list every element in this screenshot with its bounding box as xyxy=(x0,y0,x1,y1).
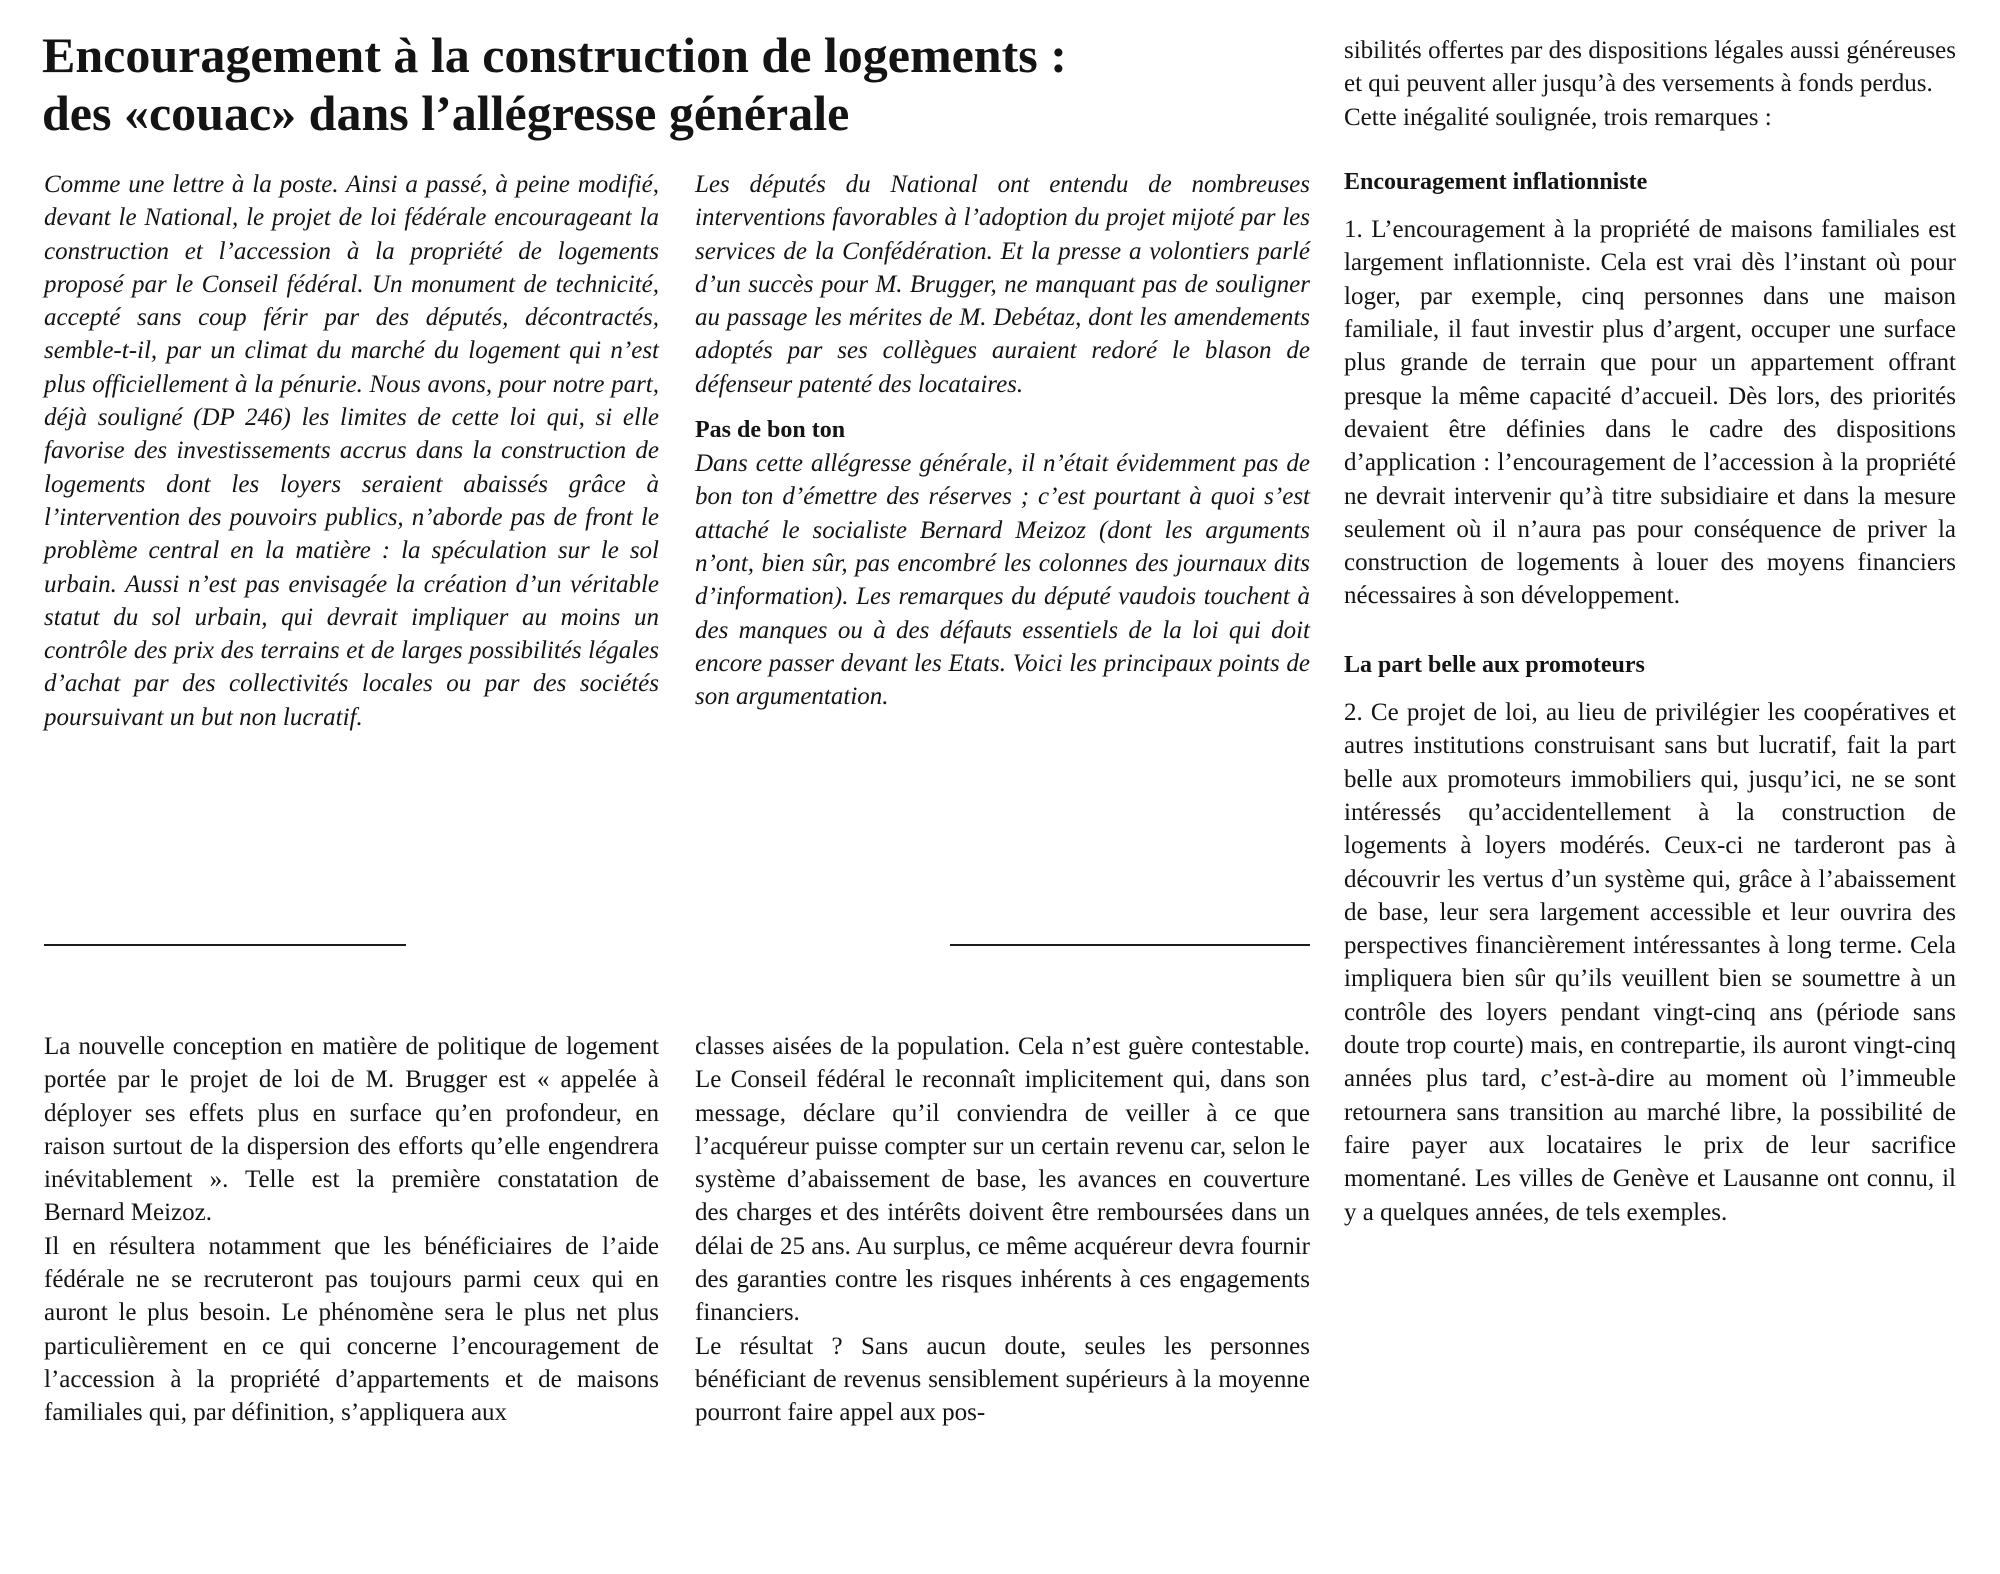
intro-column-1 xyxy=(44,168,659,734)
body-paragraph: 1. L’encouragement à la propriété de maisons familiales est largement inflationniste. Cela est vrai dès l’instant où pour loger, par exemple, cinq personnes dans une maison familiale, il faut investir plus d’argent, occuper une surface plus grande de terrain que pour un appartement offrant presque la même capacité d’accueil. Dès lors, des priorités devaient être définies dans le cadre des dispositions d’application : l’encouragement de l’accession à la propriété ne devrait intervenir qu’à titre subsidiaire et dans la mesure seulement où il n’aura pas pour conséquence de priver la construction de logements à louer des moyens financiers nécessaires à son développement. xyxy=(1344,216,1956,610)
subheading-part-belle-promoteurs: La part belle aux promoteurs xyxy=(1344,651,1645,678)
body-paragraph: sibilités offertes par des dispositions légales aussi généreuses et qui peuvent aller jusqu’à des versements à fonds perdus. xyxy=(1344,37,1956,98)
body-column-2 xyxy=(695,1030,1310,1430)
intro-column-2 xyxy=(695,168,1310,713)
title-line-2: des «couac» dans l’allégresse générale xyxy=(42,85,850,141)
body-paragraph: Le résultat ? Sans aucun doute, seules les personnes bénéficiant de revenus sensiblement supérieurs à la moyenne pourront faire appel aux pos- xyxy=(695,1332,1310,1427)
body-paragraph: 2. Ce projet de loi, au lieu de privilégier les coopératives et autres institutions construisant sans but lucratif, fait la part belle aux promoteurs immobiliers qui, jusqu’ici, ne se sont intéressés qu’accidentellement à la construction de logements à loyers modérés. Ceux-ci ne tarderont pas à découvrir les vertus d’un système qui, grâce à l’abaissement de base, leur sera largement accessible et leur ouvrira des perspectives financièrement intéressantes à long terme. Cela impliquera bien sûr qu’ils veuillent bien se soumettre à un contrôle des loyers pendant vingt-cinq ans (période sans doute trop courte) mais, en contrepartie, ils auront vingt-cinq années plus tard, c’est-à-dire au moment où l’immeuble retournera sans transition au marché libre, la possibilité de faire payer aux locataires le prix de leur sacrifice momentané. Les villes de Genève et Lausanne ont connu, il y a quelques années, de tels exemples. xyxy=(1344,699,1956,1226)
intro-paragraph: Les députés du National ont entendu de nombreuses interventions favorables à l’adoption du projet mijoté par les services de la Confédération. Et la presse a volontiers parlé d’un succès pour M. Brugger, ne manquant pas de souligner au passage les mérites de M. Debétaz, dont les amendements adoptés par ses collègues auraient redoré le blason de défenseur patenté des locataires. xyxy=(695,171,1310,398)
body-paragraph: Cette inégalité soulignée, trois remarques : xyxy=(1344,103,1772,131)
body-paragraph: La nouvelle conception en matière de politique de logement portée par le projet de loi de M. Brugger est « appelée à déployer ses effets plus en surface qu’en profondeur, en raison surtout de la dispersion des efforts qu’elle engendrera inévitablement ». Telle est la première constatation de Bernard Meizoz. xyxy=(44,1033,659,1227)
subheading-pas-de-bon-ton: Pas de bon ton xyxy=(695,417,846,444)
separator-rule-left xyxy=(44,944,406,946)
separator-rule-right xyxy=(950,944,1310,946)
body-column-3 xyxy=(1344,34,1956,1229)
body-paragraph: classes aisées de la population. Cela n’est guère contestable. Le Conseil fédéral le reconnaît implicitement qui, dans son message, déclare qu’il conviendra de veiller à ce que l’acquéreur puisse compter sur un certain revenu car, selon le système d’abaissement de base, les avances en couverture des charges et des intérêts doivent être remboursées dans un délai de 25 ans. Au surplus, ce même acquéreur devra fournir des garanties contre les risques inhérents à ces engagements financiers. xyxy=(695,1033,1310,1327)
intro-paragraph: Comme une lettre à la poste. Ainsi a passé, à peine modifié, devant le National, le projet de loi fédérale encourageant la construction et l’accession à la propriété de logements proposé par le Conseil fédéral. Un monument de technicité, accepté sans coup férir par des députés, décontractés, semble-t-il, par un climat du marché du logement qui n’est plus officiellement à la pénurie. Nous avons, pour notre part, déjà souligné (DP 246) les limites de cette loi qui, si elle favorise des investissements accrus dans la construction de logements dont les loyers seraient abaissés grâce à l’intervention des pouvoirs publics, n’aborde pas de front le problème central en la matière : la spéculation sur le sol urbain. Aussi n’est pas envisagée la création d’un véritable statut du sol urbain, qui devrait impliquer au moins un contrôle des prix des terrains et de larges possibilités légales d’achat par des collectivités locales ou par des sociétés poursuivant un but non lucratif. xyxy=(44,171,659,731)
title-line-1: Encouragement à la construction de logements : xyxy=(42,27,1067,83)
body-paragraph: Il en résultera notamment que les bénéficiaires de l’aide fédérale ne se recruteront pas toujours parmi ceux qui en auront le plus besoin. Le phénomène sera le plus net plus particulièrement en ce qui concerne l’encouragement de l’accession à la propriété d’appartements et de maisons familiales qui, par définition, s’appliquera aux xyxy=(44,1232,659,1427)
intro-paragraph: Dans cette allégresse générale, il n’était évidemment pas de bon ton d’émettre des réserves ; c’est pourtant à quoi s’est attaché le socialiste Bernard Meizoz (dont les arguments n’ont, bien sûr, pas encombré les colonnes des journaux dits d’information). Les remarques du député vaudois touchent à des manques ou à des défauts essentiels de la loi qui doit encore passer devant les Etats. Voici les principaux points de son argumentation. xyxy=(695,450,1310,711)
subheading-encouragement-inflationniste: Encouragement inflationniste xyxy=(1344,168,1648,195)
article-title xyxy=(42,26,1292,142)
body-column-1 xyxy=(44,1030,659,1430)
